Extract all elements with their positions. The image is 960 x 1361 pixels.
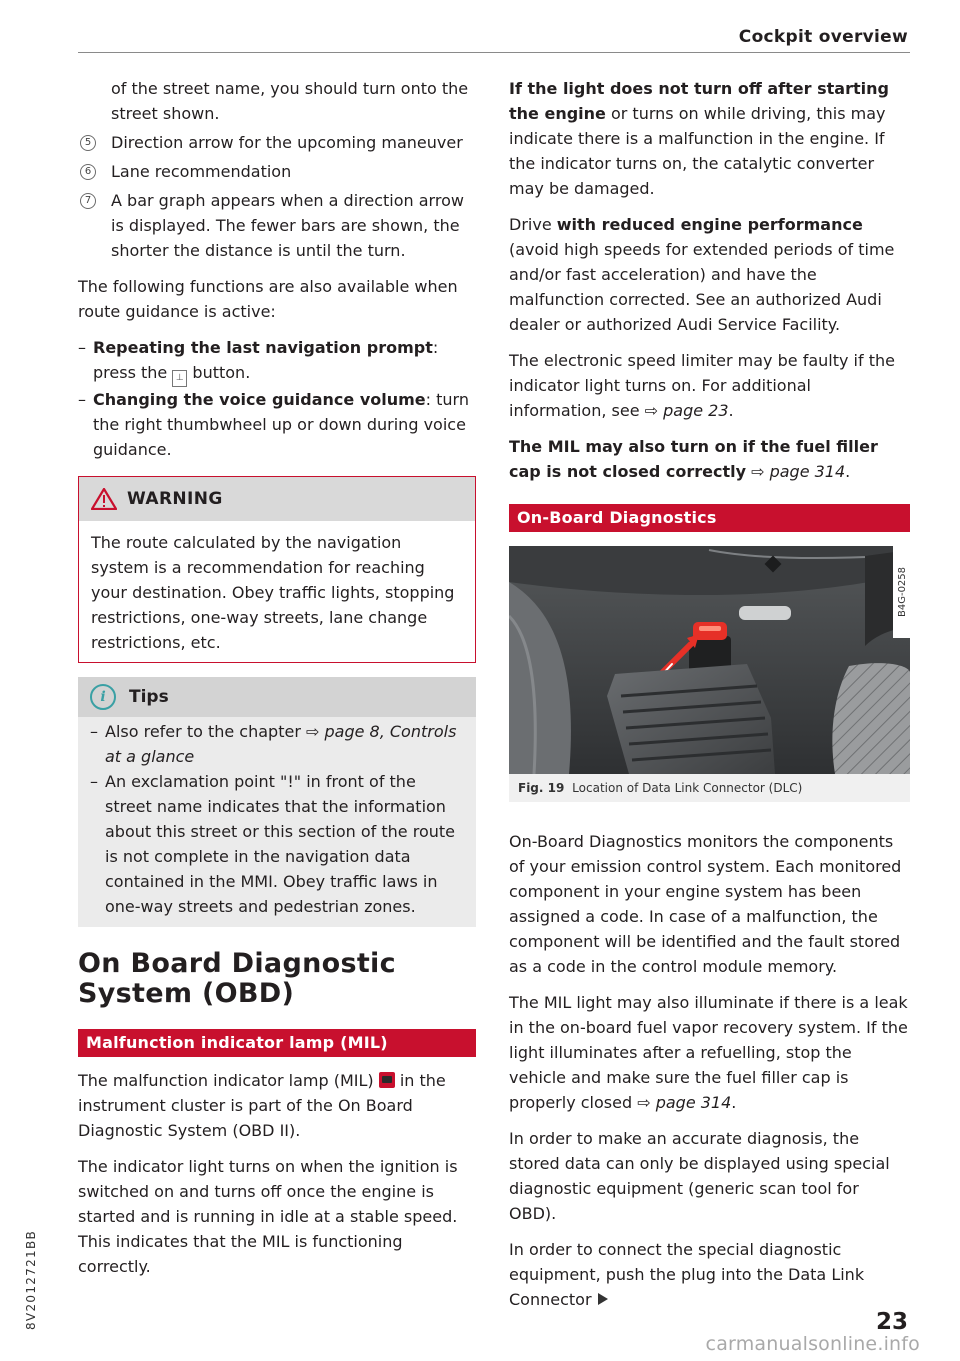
warning-triangle-icon: [91, 488, 117, 510]
warning-text: The route calculated by the navigation system is a recommendation for reaching your destination. Obey traffic lights, stopping restrictions, one-way streets, lane change restrictions, etc.: [91, 533, 455, 652]
cross-reference-link[interactable]: ⇨ page 314: [637, 1093, 732, 1112]
tip-item: [90, 719, 464, 769]
cross-reference-link[interactable]: ⇨ page 23: [644, 401, 729, 420]
tip-text: Also refer to the chapter: [105, 722, 306, 741]
warning-header: [79, 477, 475, 521]
dlc-location-image: [509, 546, 910, 774]
tip-item: – An exclamation point "!" in front of the street name indicates that the information about this street or this section of the route is not complete in the navigation data contained in the MMI. Obey traffic laws in one-way streets and pedestrian zones.: [90, 769, 464, 919]
list-item: [78, 159, 476, 184]
right-column: [509, 76, 910, 1323]
document-code: 8V2012721BB: [24, 1229, 38, 1330]
figure-number: Fig. 19: [518, 781, 565, 795]
mil-paragraph: [78, 1068, 476, 1143]
function-text: button.: [187, 363, 251, 382]
bold-lead: If the light does not turn off after starting the engine: [509, 79, 889, 123]
cross-reference-link[interactable]: ⇨ page 8, Controls at a glance: [105, 722, 457, 766]
nav-prompt-key-icon: ⊥: [172, 370, 187, 387]
paragraph-fuel-vapor: [509, 990, 910, 1115]
mil-text: in the instrument cluster is part of the On Board Diagnostic System (OBD II).: [78, 1071, 446, 1140]
paragraph-text: (avoid high speeds for extended periods of time and/or fast acceleration) and have the malfunction corrected. See an authorized Audi dealer or authorized Audi Service Facility.: [509, 240, 895, 334]
list-item: [78, 130, 476, 155]
obd-heading: On-Board Diagnostics: [509, 504, 910, 532]
function-item-voice-volume: [78, 387, 476, 462]
function-label: Repeating the last navigation prompt: [93, 338, 433, 357]
tips-header: [78, 677, 476, 717]
paragraph-reduced-performance: [509, 212, 910, 337]
circled-number-5-icon: 5: [80, 135, 96, 151]
list-item-text: A bar graph appears when a direction arrow is displayed. The fewer bars are shown, the shorter the distance is until the turn.: [111, 191, 464, 260]
circled-number-6-icon: 6: [80, 164, 96, 180]
paragraph-text: Drive: [509, 215, 557, 234]
function-label: Changing the voice guidance volume: [93, 390, 426, 409]
left-column: [78, 76, 476, 1290]
watermark: carmanualsonline.info: [705, 1333, 920, 1355]
tips-title: Tips: [129, 686, 169, 707]
info-icon: i: [90, 684, 116, 710]
paragraph-text: or turns on while driving, this may indicate there is a malfunction in the engine. If the indicator turns on, the catalytic converter may be damaged.: [509, 104, 886, 198]
paragraph-text: The MIL light may also illuminate if there is a leak in the on-board fuel vapor recovery system. If the light illuminates after a refuelling, stop the vehicle and make sure the fuel filler cap is properly closed: [509, 993, 908, 1112]
tips-box: [78, 677, 476, 927]
figure-code: B4G-0258: [897, 566, 908, 618]
paragraph-text: The electronic speed limiter may be faulty if the indicator light turns on. For additional information, see: [509, 351, 895, 420]
functions-intro: The following functions are also available when route guidance is active:: [78, 277, 458, 321]
figure-caption: [509, 774, 910, 799]
bold-lead: The MIL may also turn on if the fuel filler cap is not closed correctly: [509, 437, 878, 481]
page-number: 23: [875, 1309, 908, 1335]
figure-caption-text: Location of Data Link Connector (DLC): [572, 781, 803, 795]
tips-body: [78, 717, 476, 927]
paragraph-light-not-off: [509, 76, 910, 201]
warning-box: [78, 476, 476, 663]
paragraph-text: .: [728, 401, 734, 420]
section-title: On Board Diagnostic System (OBD): [78, 948, 396, 1009]
header-rule: [78, 52, 910, 53]
list-item-text: Direction arrow for the upcoming maneuver: [111, 133, 463, 152]
figure-dlc: [509, 546, 910, 802]
bold-lead: with reduced engine performance: [556, 215, 863, 234]
list-item: [78, 188, 476, 263]
paragraph-diagnosis: In order to make an accurate diagnosis, the stored data can only be displayed using special diagnostic equipment (generic scan tool for OBD).: [509, 1129, 890, 1223]
warning-title: WARNING: [127, 488, 223, 509]
paragraph-text: .: [845, 462, 851, 481]
mil-paragraph-2: The indicator light turns on when the ignition is switched on and turns off once the engine is started and is running in idle at a stable speed. This indicates that the MIL is functioning correctly.: [78, 1157, 458, 1276]
circled-number-7-icon: 7: [80, 193, 96, 209]
paragraph-speed-limiter: [509, 348, 910, 423]
engine-warning-icon: [379, 1072, 395, 1088]
paragraph-text: In order to connect the special diagnostic equipment, push the plug into the Data Link Connector: [509, 1240, 865, 1309]
running-title: Cockpit overview: [738, 27, 908, 47]
paragraph-monitoring: On-Board Diagnostics monitors the components of your emission control system. Each monitored component in your engine system has been assigned a code. In case of a malfunction, the component will be identified and the fault stored as a code in the control module memory.: [509, 832, 902, 976]
list-item-text: Lane recommendation: [111, 162, 292, 181]
paragraph-text: .: [731, 1093, 737, 1112]
mil-text: The malfunction indicator lamp (MIL): [78, 1071, 379, 1090]
function-text: : press the: [93, 338, 439, 382]
function-text: : turn the right thumbwheel up or down during voice guidance.: [93, 390, 469, 459]
function-item-repeat-prompt: [78, 335, 476, 387]
cross-reference-link[interactable]: ⇨ page 314: [746, 462, 846, 481]
intro-continuation: of the street name, you should turn onto the street shown.: [111, 79, 469, 123]
continue-arrow-icon: [598, 1293, 608, 1305]
mil-heading: Malfunction indicator lamp (MIL): [78, 1029, 476, 1057]
paragraph-connect: [509, 1237, 910, 1312]
paragraph-fuel-cap: [509, 434, 910, 484]
